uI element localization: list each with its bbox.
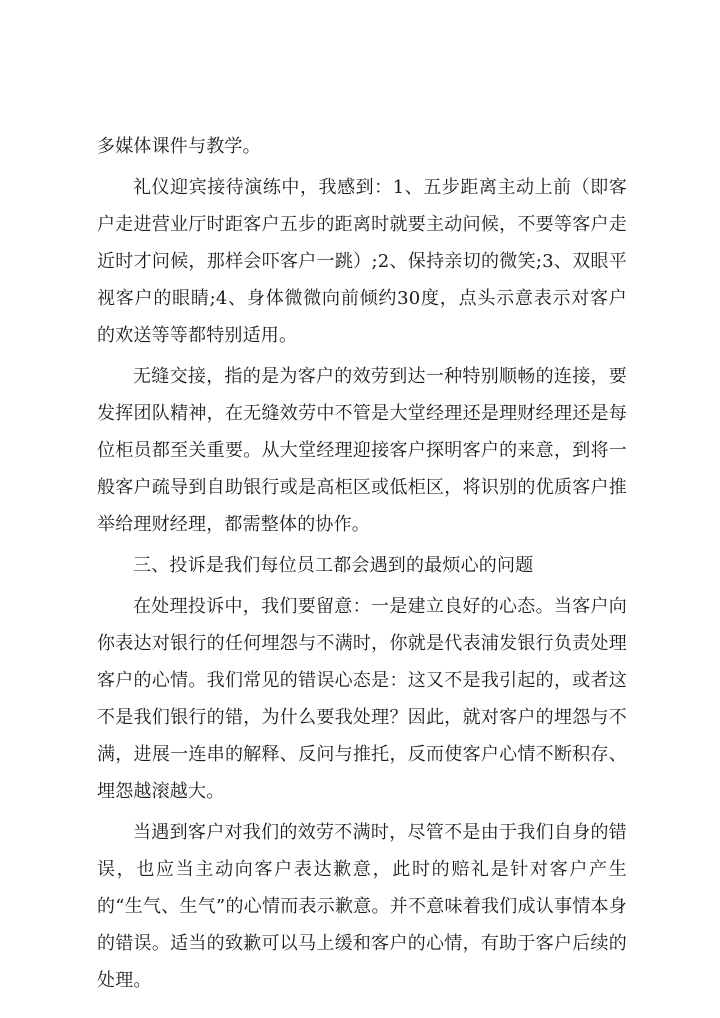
paragraph-continuation: 多媒体课件与教学。 (97, 136, 261, 157)
paragraph-apology: 当遇到客户对我们的效劳不满时，尽管不是由于我们自身的错误，也应当主动向客户表达歉意，此时的赔礼是针对客户产生的“生气、生气”的心情而表示歉意。并不意味着我们成认事情本身的错误。适当的致歉可以马上缓和客户的心情，有助于客户后续的处理。 (97, 822, 627, 991)
paragraph-seamless-handover: 无缝交接，指的是为客户的效劳到达一种特别顺畅的连接，要发挥团队精神，在无缝效劳中不管是大堂经理还是理财经理还是每位柜员都至关重要。从大堂经理迎接客户探明客户的来意，到将一般客户疏导到自助银行或是高柜区或低柜区，将识别的优质客户推举给理财经理，都需整体的协作。 (97, 366, 627, 535)
section-heading-complaints: 三、投诉是我们每位员工都会遇到的最烦心的问题 (133, 555, 534, 576)
paragraph-complaint-handling: 在处理投诉中，我们要留意：一是建立良好的心态。当客户向你表达对银行的任何埋怨与不满时，你就是代表浦发银行负责处理客户的心情。我们常见的错误心态是：这又不是我引起的，或者这不是我们银行的错，为什么要我处理？因此，就对客户的埋怨与不满，进展一连串的解释、反问与推托，反而使客户心情不断积存、埋怨越滚越大。 (97, 596, 627, 802)
paragraph-etiquette-drill: 礼仪迎宾接待演练中，我感到：1、五步距离主动上前（即客户走进营业厅时距客户五步的距离时就要主动问候，不要等客户走近时才问候，那样会吓客户一跳）;2、保持亲切的微笑;3、双眼平视客户的眼睛;4、身体微微向前倾约30度，点头示意表示对客户的欢送等等都特别适用。 (97, 177, 627, 346)
document-body (97, 128, 627, 1003)
